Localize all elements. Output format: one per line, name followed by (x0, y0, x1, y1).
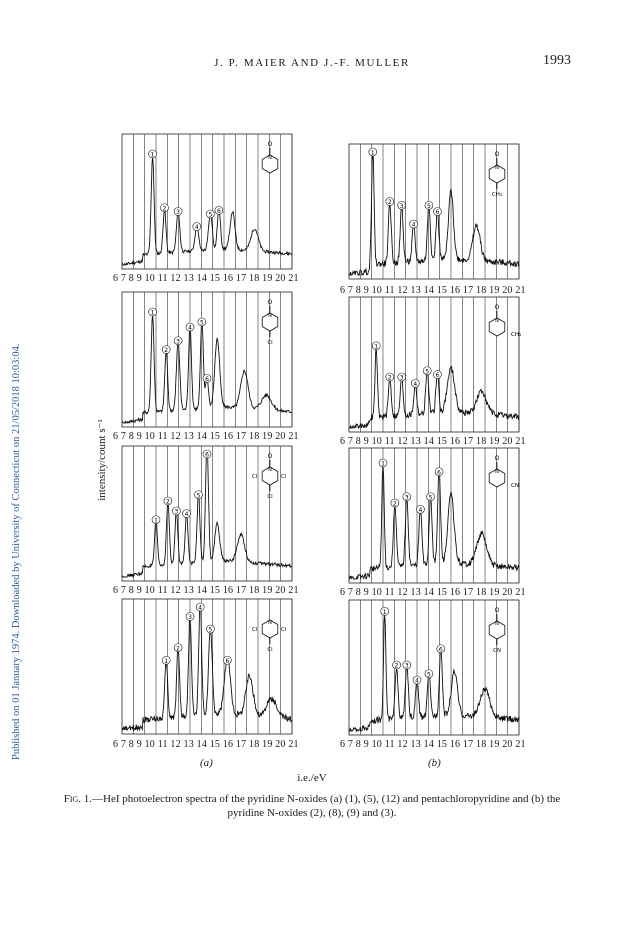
energy-axis-a3: 6 7 8 9 10 11 12 13 14 15 16 17 18 19 20 21 (113, 585, 299, 596)
spectrum-trace (349, 347, 519, 428)
band-label (416, 505, 424, 514)
band-label (198, 318, 206, 327)
molecule-structure (262, 141, 278, 173)
spectrum-panel-a4 (118, 597, 298, 737)
band-label (433, 208, 441, 217)
svg-text:6: 6 (435, 372, 440, 379)
oxygen-label: O (494, 304, 500, 311)
substituent-side: CN (511, 483, 519, 489)
svg-text:3: 3 (404, 662, 409, 670)
spectrum-panel-b4 (345, 598, 525, 738)
svg-text:4: 4 (188, 324, 192, 332)
ring-nitrogen: N (495, 318, 499, 324)
ring-nitrogen: N (268, 467, 272, 473)
svg-text:2: 2 (165, 498, 170, 506)
substituent-bottom: CH₃ (491, 192, 503, 198)
band-label (162, 346, 170, 355)
svg-text:5: 5 (199, 319, 204, 327)
panel-frame (122, 134, 292, 269)
svg-text:1: 1 (370, 149, 375, 157)
molecule-structure (262, 299, 278, 346)
band-label (372, 342, 380, 351)
spectrum-trace (122, 314, 292, 423)
y-axis-label: intensity/count s⁻¹ (96, 419, 108, 501)
chloro-left: Cl (252, 474, 258, 480)
ring-nitrogen: N (495, 469, 499, 475)
svg-text:6: 6 (438, 646, 443, 654)
substituent-side: CH₃ (511, 332, 522, 338)
spectrum-panel-a1 (118, 132, 298, 272)
svg-text:2: 2 (176, 645, 181, 653)
band-label (203, 374, 211, 383)
band-label (164, 497, 172, 506)
substituent-bottom: CN (493, 648, 501, 654)
svg-text:4: 4 (194, 224, 199, 231)
svg-text:2: 2 (394, 662, 399, 670)
svg-text:5: 5 (426, 202, 431, 210)
spectrum-panel-a3 (118, 444, 298, 584)
caption-figure-number: Fig. 1. (63, 793, 93, 805)
band-label (149, 150, 157, 159)
caption-text: —HeI photoelectron spectra of the pyridine N-oxides (a) (1), (5), (12) and pentachloropyridine and (b) the pyridine N-oxides (2), (8), (9) and (3). (92, 793, 561, 819)
svg-text:4: 4 (411, 221, 416, 229)
spectrum-a4-plot (118, 597, 298, 737)
molecule-structure (489, 607, 505, 654)
ring-nitrogen: N (268, 620, 272, 626)
svg-text:6: 6 (205, 451, 209, 459)
band-label (223, 656, 231, 665)
svg-text:1: 1 (154, 517, 158, 525)
band-label (410, 220, 418, 229)
band-label (162, 656, 170, 665)
figure-caption (60, 792, 564, 820)
spectrum-b2-plot (345, 295, 525, 435)
svg-text:6: 6 (435, 209, 440, 216)
band-label (206, 210, 214, 219)
band-label (393, 661, 401, 670)
energy-axis-a1: 6 7 8 9 10 11 12 13 14 15 16 17 18 19 20 21 (113, 273, 299, 284)
oxygen-label: O (267, 141, 273, 148)
band-label (379, 459, 387, 468)
spectrum-b1-plot (345, 142, 525, 282)
band-label (161, 204, 169, 213)
band-label (193, 223, 201, 232)
svg-text:4: 4 (198, 604, 203, 612)
page-number: 1993 (543, 53, 571, 68)
substituent-bottom: Cl (267, 494, 273, 500)
band-label (386, 373, 394, 382)
chloro-right: Cl (281, 627, 287, 633)
band-label (215, 206, 223, 215)
oxygen-label: O (494, 455, 500, 462)
band-label (174, 337, 182, 346)
band-label (186, 323, 194, 332)
svg-text:6: 6 (437, 469, 442, 477)
chloro-right: Cl (281, 474, 287, 480)
svg-text:5: 5 (208, 626, 213, 634)
molecule-structure (252, 620, 287, 653)
svg-text:1: 1 (150, 151, 155, 159)
band-label (195, 491, 203, 500)
svg-text:4: 4 (413, 380, 418, 388)
band-label (403, 493, 411, 502)
panel-frame (122, 599, 292, 734)
band-label (425, 201, 433, 210)
band-label (403, 661, 411, 670)
svg-text:2: 2 (387, 199, 392, 206)
ring-nitrogen: N (268, 155, 272, 161)
oxygen-label: O (267, 299, 273, 306)
svg-text:4: 4 (418, 506, 423, 514)
panel-frame (122, 292, 292, 427)
svg-text:2: 2 (392, 500, 397, 508)
svg-text:3: 3 (176, 338, 181, 346)
spectrum-panel-b3 (345, 446, 525, 586)
running-header-authors: J. P. MAIER AND J.-F. MULLER (214, 57, 410, 69)
spectrum-trace (122, 157, 292, 265)
svg-text:1: 1 (164, 657, 169, 665)
svg-text:5: 5 (196, 492, 201, 500)
spectrum-b4-plot (345, 598, 525, 738)
band-label (152, 516, 160, 525)
energy-axis-b1: 6 7 8 9 10 11 12 13 14 15 16 17 18 19 20 21 (340, 285, 526, 296)
spectrum-a1-plot (118, 132, 298, 272)
chloro-left: Cl (252, 627, 258, 633)
band-label (196, 603, 204, 612)
panel-frame (122, 446, 292, 581)
spectrum-panel-b1 (345, 142, 525, 282)
energy-axis-a2: 6 7 8 9 10 11 12 13 14 15 16 17 18 19 20 21 (113, 431, 299, 442)
band-label (174, 644, 182, 653)
svg-text:1: 1 (374, 343, 379, 351)
panel-frame (349, 448, 519, 583)
svg-text:1: 1 (382, 608, 387, 616)
band-label (183, 510, 191, 519)
svg-text:3: 3 (399, 202, 404, 210)
band-label (425, 670, 433, 679)
svg-text:2: 2 (162, 205, 167, 213)
band-label (433, 371, 441, 380)
band-label (381, 607, 389, 616)
substituent-bottom: Cl (267, 647, 273, 653)
oxygen-label: O (494, 607, 500, 614)
ring-nitrogen: N (495, 165, 499, 171)
band-label (186, 613, 194, 622)
spectrum-a3-plot (118, 444, 298, 584)
svg-text:3: 3 (404, 494, 409, 502)
energy-axis-a4: 6 7 8 9 10 11 12 13 14 15 16 17 18 19 20 21 (113, 739, 299, 750)
ring-nitrogen: N (268, 313, 272, 319)
molecule-structure (489, 151, 505, 198)
energy-axis-b2: 6 7 8 9 10 11 12 13 14 15 16 17 18 19 20 21 (340, 436, 526, 447)
band-label (203, 450, 211, 459)
svg-text:5: 5 (428, 494, 433, 502)
svg-text:6: 6 (216, 207, 221, 215)
band-label (391, 499, 399, 508)
band-label (386, 198, 394, 207)
band-label (398, 373, 406, 382)
band-label (369, 148, 377, 157)
band-label (172, 507, 180, 516)
svg-text:3: 3 (176, 209, 181, 216)
band-label (435, 468, 443, 477)
column-b-label: (b) (428, 757, 441, 769)
spectrum-b3-plot (345, 446, 525, 586)
ring-nitrogen: N (495, 621, 499, 627)
column-a-label: (a) (200, 757, 213, 769)
oxygen-label: O (494, 151, 500, 158)
svg-text:6: 6 (225, 657, 230, 665)
substituent-bottom: Cl (267, 340, 273, 346)
molecule-structure (489, 304, 521, 338)
spectrum-a2-plot (118, 290, 298, 430)
band-label (427, 493, 435, 502)
spectrum-panel-b2 (345, 295, 525, 435)
svg-text:3: 3 (174, 508, 179, 516)
band-label (437, 645, 445, 654)
x-axis-label: i.e./eV (297, 772, 327, 784)
band-label (423, 367, 431, 376)
energy-axis-b3: 6 7 8 9 10 11 12 13 14 15 16 17 18 19 20 21 (340, 587, 526, 598)
band-label (413, 676, 421, 685)
svg-text:4: 4 (415, 677, 419, 685)
band-label (398, 201, 406, 210)
svg-text:3: 3 (188, 614, 192, 621)
svg-text:4: 4 (184, 511, 189, 518)
svg-text:5: 5 (208, 211, 213, 219)
band-label (149, 308, 157, 317)
band-label (174, 208, 182, 217)
band-label (411, 379, 419, 388)
band-label (206, 625, 214, 634)
spectrum-panel-a2 (118, 290, 298, 430)
svg-text:5: 5 (426, 671, 431, 679)
energy-axis-b4: 6 7 8 9 10 11 12 13 14 15 16 17 18 19 20 21 (340, 739, 526, 750)
svg-text:1: 1 (381, 460, 385, 468)
svg-text:6: 6 (205, 375, 209, 383)
svg-text:3: 3 (399, 374, 404, 382)
svg-text:2: 2 (164, 347, 169, 354)
svg-text:2: 2 (387, 374, 392, 382)
svg-text:1: 1 (150, 309, 155, 317)
svg-text:5: 5 (425, 368, 430, 376)
download-side-note: Published on 01 January 1974. Downloaded by University of Connecticut on 21/05/2018 10:03:04. (11, 343, 22, 760)
oxygen-label: O (267, 453, 273, 460)
molecule-structure (489, 455, 519, 489)
